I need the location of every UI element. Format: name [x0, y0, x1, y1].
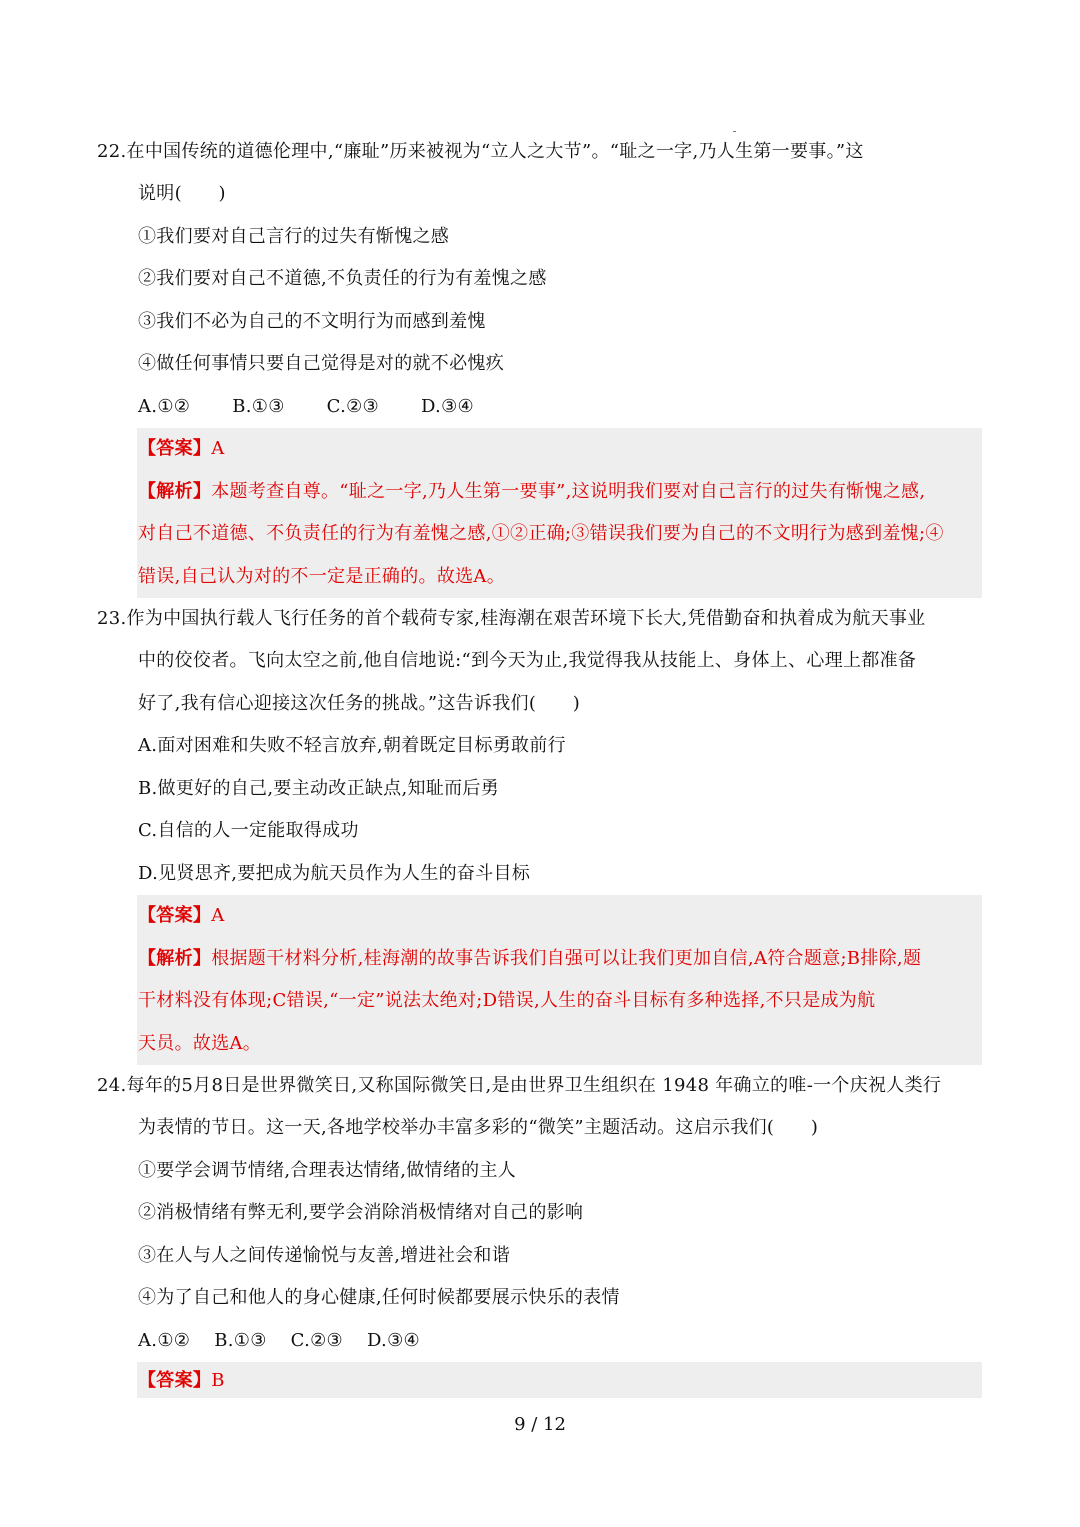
q22-analysis-line-1 [138, 478, 925, 506]
q23-option-d: D.见贤思齐,要把成为航天员作为人生的奋斗目标 [138, 863, 531, 884]
q24-option-a: A.①② [138, 1330, 191, 1351]
q22-analysis-line-3: 错误,自己认为对的不一定是正确的。故选A。 [138, 566, 506, 587]
q22-options [138, 393, 474, 421]
q22-option-a: A.①② [138, 396, 191, 417]
q24-stem-line-1: 24.每年的5月8日是世界微笑日,又称国际微笑日,是由世界卫生组织在 1948 年确立的唯-一个庆祝人类行 [97, 1075, 942, 1096]
q22-option-c: C.②③ [326, 396, 379, 417]
q22-item-4: ④做任何事情只要自己觉得是对的就不必愧疚 [138, 353, 504, 374]
q24-stem-line-2: 为表情的节日。这一天,各地学校举办丰富多彩的“微笑”主题活动。这启示我们( ) [138, 1117, 819, 1138]
q24-answer-line [138, 1367, 225, 1395]
q22-stem-line-2: 说明( ) [138, 183, 226, 204]
q22-analysis-line-2: 对自己不道德、不负责任的行为有羞愧之感,①②正确;③错误我们要为自己的不文明行为感到羞愧;④ [138, 523, 944, 544]
q24-answer-label: 【答案】 [138, 1370, 212, 1391]
page-number: 9 / 12 [514, 1414, 566, 1435]
q23-stem-line-1: 23.作为中国执行载人飞行任务的首个载荷专家,桂海潮在艰苦环境下长大,凭借勤奋和执着成为航天事业 [97, 608, 926, 629]
stray-mark [733, 131, 736, 132]
q23-answer-line [138, 902, 225, 930]
q23-analysis-label: 【解析】 [138, 948, 212, 969]
q23-option-c: C.自信的人一定能取得成功 [138, 820, 359, 841]
q23-analysis-line-1 [138, 945, 921, 973]
q24-item-2: ②消极情绪有弊无利,要学会消除消极情绪对自己的影响 [138, 1202, 584, 1223]
q22-item-3: ③我们不必为自己的不文明行为而感到羞愧 [138, 311, 486, 332]
q24-option-d: D.③④ [366, 1330, 420, 1351]
q24-options [138, 1327, 420, 1355]
q23-stem-line-3: 好了,我有信心迎接这次任务的挑战。”这告诉我们( ) [138, 693, 581, 714]
q23-option-b: B.做更好的自己,要主动改正缺点,知耻而后勇 [138, 778, 499, 799]
q23-analysis-line-2: 干材料没有体现;C错误,“一定”说法太绝对;D错误,人生的奋斗目标有多种选择,不只是成为航 [138, 990, 876, 1011]
q22-answer-label: 【答案】 [138, 438, 212, 459]
q23-option-a: A.面对困难和失败不轻言放弃,朝着既定目标勇敢前行 [138, 735, 566, 756]
q24-answer-block [137, 1362, 982, 1398]
q22-option-d: D.③④ [420, 396, 474, 417]
q23-answer-label: 【答案】 [138, 905, 212, 926]
q22-answer-line [138, 435, 225, 463]
q22-option-b: B.①③ [232, 396, 285, 417]
q24-item-4: ④为了自己和他人的身心健康,任何时候都要展示快乐的表情 [138, 1287, 620, 1308]
q24-option-c: C.②③ [290, 1330, 343, 1351]
q24-option-b: B.①③ [214, 1330, 267, 1351]
q22-analysis-label: 【解析】 [138, 481, 212, 502]
q24-item-3: ③在人与人之间传递愉悦与友善,增进社会和谐 [138, 1245, 511, 1266]
q24-item-1: ①要学会调节情绪,合理表达情绪,做情绪的主人 [138, 1160, 517, 1181]
q23-answer-value: A [211, 905, 225, 926]
q22-stem-line-1: 22.在中国传统的道德伦理中,“廉耻”历来被视为“立人之大节”。“耻之一字,乃人生第一要事。”这 [97, 141, 864, 162]
q23-analysis-line-3: 天员。故选A。 [138, 1033, 262, 1054]
q22-item-1: ①我们要对自己言行的过失有惭愧之感 [138, 226, 450, 247]
q23-answer-block [137, 895, 982, 1065]
q22-analysis-text-1: 本题考查自尊。“耻之一字,乃人生第一要事”,这说明我们要对自己言行的过失有惭愧之感, [211, 481, 926, 502]
q23-stem-line-2: 中的佼佼者。飞向太空之前,他自信地说:“到今天为止,我觉得我从技能上、身体上、心理上都准备 [138, 650, 917, 671]
q23-analysis-text-1: 根据题干材料分析,桂海潮的故事告诉我们自强可以让我们更加自信,A符合题意;B排除,题 [211, 948, 922, 969]
q22-item-2: ②我们要对自己不道德,不负责任的行为有羞愧之感 [138, 268, 547, 289]
q24-answer-value: B [211, 1370, 225, 1391]
q22-answer-value: A [211, 438, 225, 459]
